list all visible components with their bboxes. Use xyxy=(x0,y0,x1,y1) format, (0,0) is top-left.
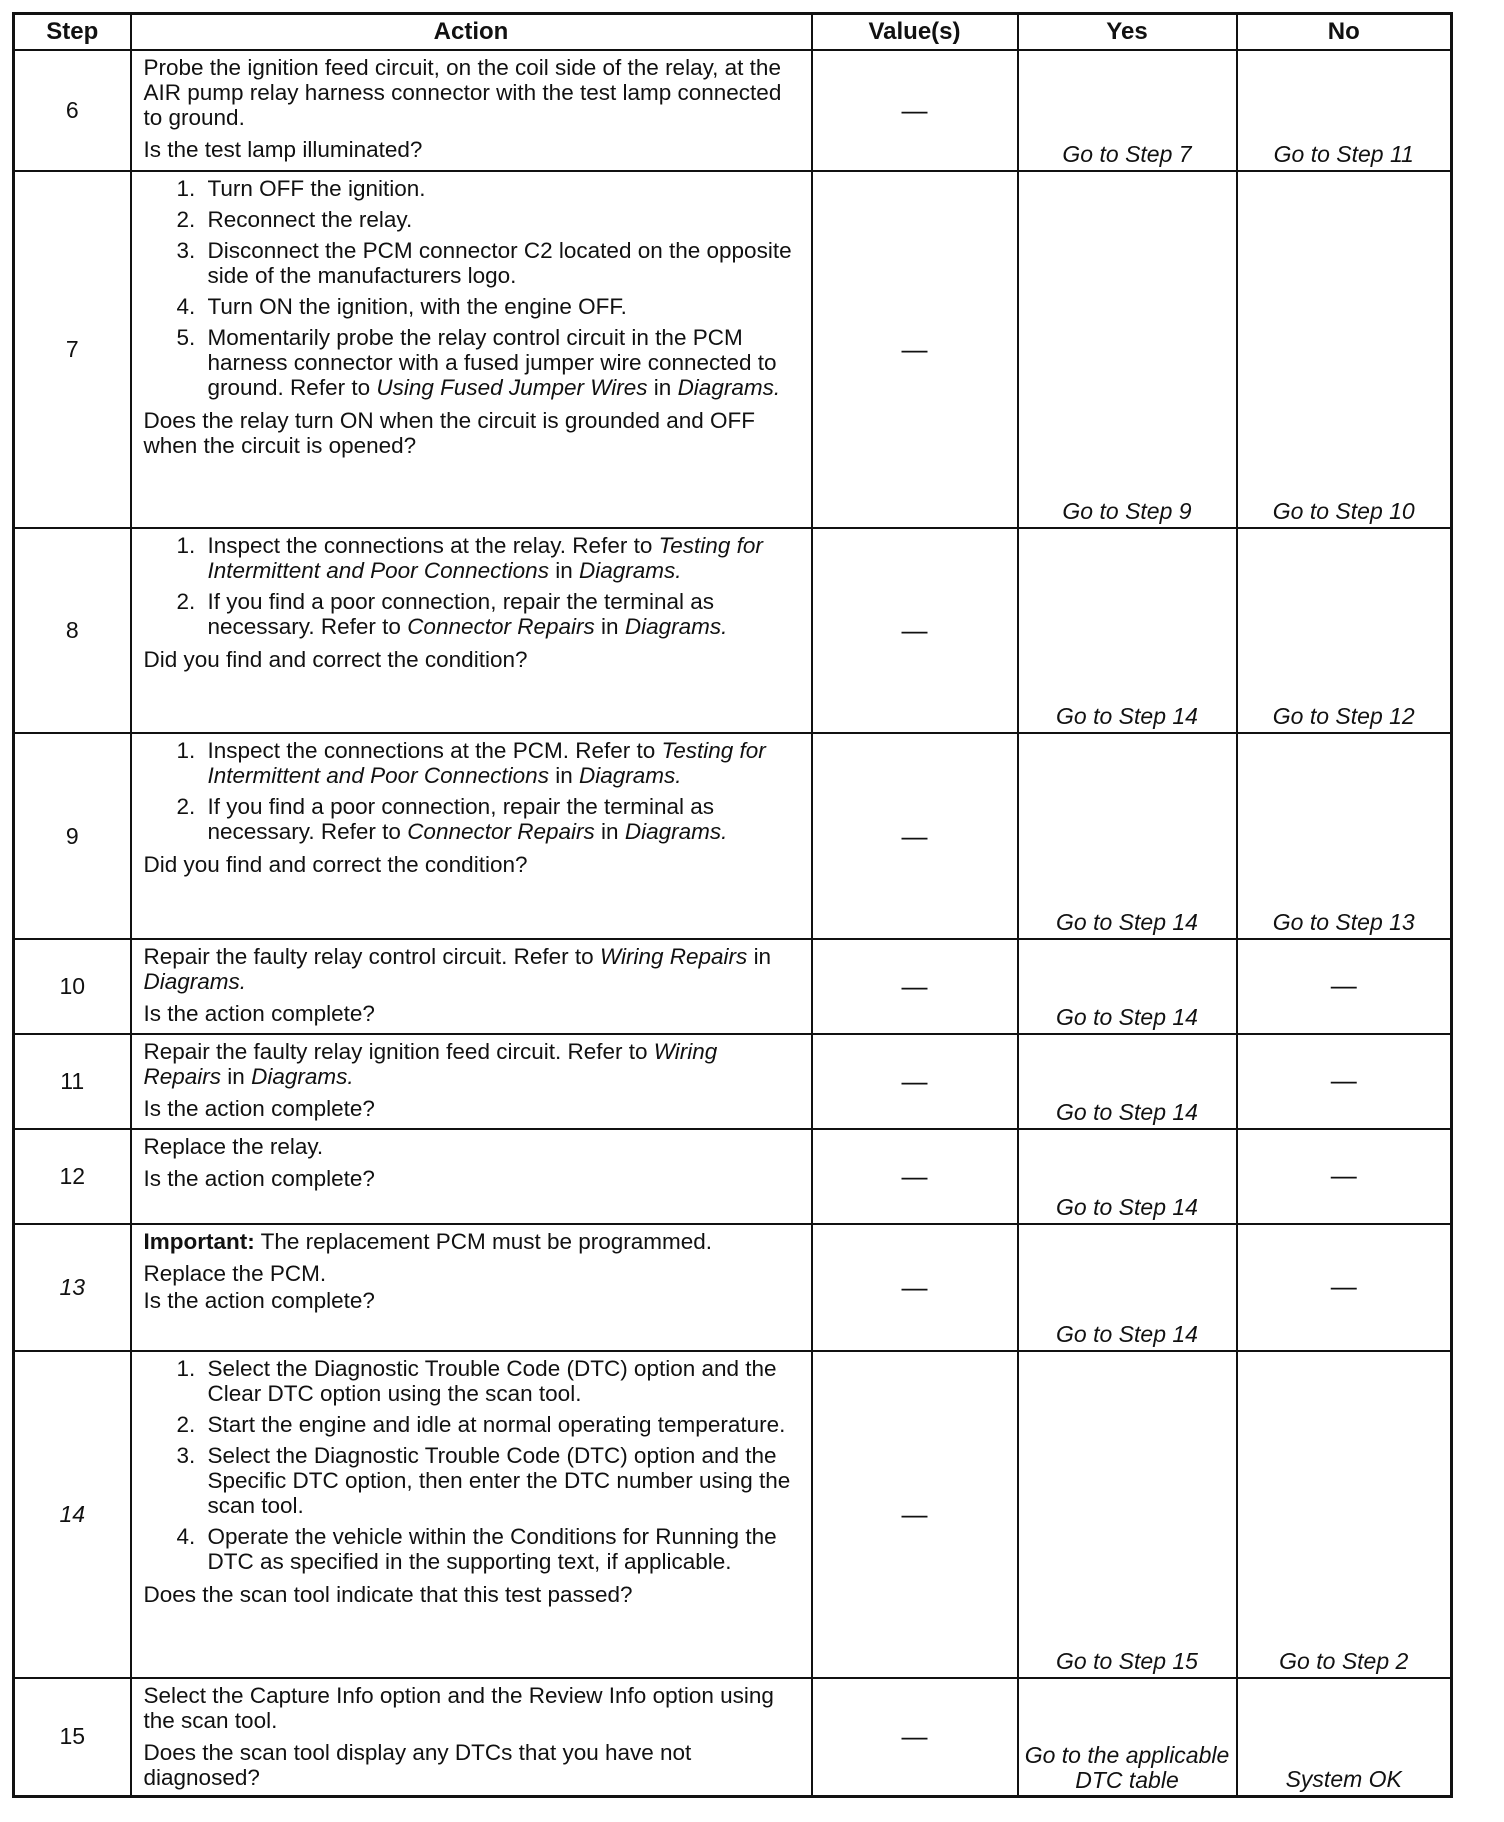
no-cell: — xyxy=(1237,1224,1452,1351)
step-number: 9 xyxy=(14,733,131,939)
action-question: Does the scan tool display any DTCs that you have not diagnosed? xyxy=(143,1740,692,1790)
reference-link: Diagrams. xyxy=(677,375,781,400)
reference-link: Diagrams. xyxy=(624,819,728,844)
reference-link: Diagrams. xyxy=(143,969,247,994)
table-row xyxy=(14,528,1452,733)
action-list-item: 4. Turn ON the ignition, with the engine OFF. xyxy=(202,294,801,319)
action-list-item xyxy=(202,794,801,844)
action-cell xyxy=(131,1034,812,1129)
yes-cell: Go to Step 7 xyxy=(1018,50,1237,171)
header-action: Action xyxy=(131,14,812,51)
step-number: 7 xyxy=(14,171,131,528)
table-row xyxy=(14,1034,1452,1129)
action-question: Is the action complete? xyxy=(143,1001,375,1026)
yes-cell: Go to Step 15 xyxy=(1018,1351,1237,1678)
action-question: Is the action complete? xyxy=(143,1288,375,1313)
reference-link: Diagrams. xyxy=(579,763,682,788)
no-cell: Go to Step 2 xyxy=(1237,1351,1452,1678)
table-row xyxy=(14,939,1452,1034)
table-row xyxy=(14,1678,1452,1796)
value-cell: — xyxy=(812,733,1018,939)
action-list xyxy=(144,738,801,844)
value-cell: — xyxy=(812,171,1018,528)
no-cell: Go to Step 10 xyxy=(1237,171,1452,528)
item-text: Repair the faulty relay ignition feed circuit. Refer to xyxy=(143,1039,648,1064)
item-text: Momentarily probe the relay control circuit in the PCM harness connector with a fused jumper wire connected to ground. Refer to xyxy=(207,325,777,400)
yes-cell: Go to Step 14 xyxy=(1018,528,1237,733)
action-question: Did you find and correct the condition? xyxy=(143,852,528,877)
reference-link: Using Fused Jumper Wires xyxy=(376,375,648,400)
action-list-item: 3. Select the Diagnostic Trouble Code (DTC) option and the Specific DTC option, then enter the DTC number using the scan tool. xyxy=(202,1443,801,1518)
action-list-item: 3. Disconnect the PCM connector C2 located on the opposite side of the manufacturers logo. xyxy=(202,238,801,288)
yes-cell: Go to Step 9 xyxy=(1018,171,1237,528)
value-cell: — xyxy=(812,1034,1018,1129)
important-text: The replacement PCM must be programmed. xyxy=(260,1229,713,1254)
value-cell: — xyxy=(812,1224,1018,1351)
reference-link: Testing for Intermittent and Poor Connections xyxy=(207,533,763,583)
item-text: in xyxy=(753,944,772,969)
action-question: Is the test lamp illuminated? xyxy=(143,137,423,162)
action-list xyxy=(144,533,801,639)
value-cell: — xyxy=(812,1129,1018,1224)
table-row xyxy=(14,171,1452,528)
yes-cell: Go to the applicable DTC table xyxy=(1018,1678,1237,1796)
action-question: Does the relay turn ON when the circuit is grounded and OFF when the circuit is opened? xyxy=(143,408,756,458)
table-row xyxy=(14,733,1452,939)
header-value: Value(s) xyxy=(812,14,1018,51)
yes-cell: Go to Step 14 xyxy=(1018,733,1237,939)
item-text: in xyxy=(555,558,573,583)
item-text: Inspect the connections at the relay. Refer to xyxy=(207,533,653,558)
yes-cell: Go to Step 14 xyxy=(1018,939,1237,1034)
action-cell xyxy=(131,1351,812,1678)
step-number: 14 xyxy=(14,1351,131,1678)
no-cell: — xyxy=(1237,1034,1452,1129)
action-list-item: 1. Turn OFF the ignition. xyxy=(202,176,801,201)
value-cell: — xyxy=(812,528,1018,733)
action-text: Select the Capture Info option and the Review Info option using the scan tool. xyxy=(143,1683,774,1733)
action-cell xyxy=(131,1129,812,1224)
action-cell xyxy=(131,528,812,733)
action-cell xyxy=(131,1678,812,1796)
yes-cell: Go to Step 14 xyxy=(1018,1224,1237,1351)
action-list xyxy=(144,176,801,400)
step-number: 15 xyxy=(14,1678,131,1796)
reference-link: Diagrams. xyxy=(579,558,682,583)
reference-link: Connector Repairs xyxy=(407,614,595,639)
action-text xyxy=(144,1039,801,1089)
item-text: in xyxy=(227,1064,245,1089)
table-row xyxy=(14,50,1452,171)
header-row xyxy=(14,14,1452,51)
reference-link: Wiring Repairs xyxy=(143,1039,718,1089)
reference-link: Diagrams. xyxy=(624,614,728,639)
step-number: 10 xyxy=(14,939,131,1034)
header-step: Step xyxy=(14,14,131,51)
no-cell: System OK xyxy=(1237,1678,1452,1796)
item-text: Inspect the connections at the PCM. Refer to xyxy=(207,738,656,763)
action-question: Did you find and correct the condition? xyxy=(143,647,528,672)
action-question: Does the scan tool indicate that this test passed? xyxy=(143,1582,633,1607)
item-text: If you find a poor connection, repair the terminal as necessary. Refer to xyxy=(207,589,715,639)
value-cell: — xyxy=(812,939,1018,1034)
step-number: 13 xyxy=(14,1224,131,1351)
no-cell: Go to Step 13 xyxy=(1237,733,1452,939)
value-cell: — xyxy=(812,50,1018,171)
step-number: 12 xyxy=(14,1129,131,1224)
diagnostic-table xyxy=(12,12,1453,1798)
action-cell xyxy=(131,1224,812,1351)
no-cell: Go to Step 12 xyxy=(1237,528,1452,733)
important-label: Important: xyxy=(143,1229,255,1254)
action-list-item xyxy=(202,533,801,583)
yes-cell: Go to Step 14 xyxy=(1018,1129,1237,1224)
action-text: Replace the relay. xyxy=(143,1134,324,1159)
item-text: in xyxy=(601,614,619,639)
table-row xyxy=(14,1129,1452,1224)
item-text: Repair the faulty relay control circuit. Refer to xyxy=(143,944,594,969)
item-text: in xyxy=(555,763,573,788)
action-list-item xyxy=(202,325,801,400)
action-cell xyxy=(131,733,812,939)
no-cell: — xyxy=(1237,939,1452,1034)
action-list xyxy=(144,1356,801,1574)
action-text xyxy=(144,944,801,994)
reference-link: Wiring Repairs xyxy=(599,944,748,969)
no-cell: Go to Step 11 xyxy=(1237,50,1452,171)
item-text: in xyxy=(653,375,672,400)
action-list-item: 2. Reconnect the relay. xyxy=(202,207,801,232)
yes-cell: Go to Step 14 xyxy=(1018,1034,1237,1129)
header-no: No xyxy=(1237,14,1452,51)
action-text: Replace the PCM. xyxy=(143,1261,327,1286)
step-number: 6 xyxy=(14,50,131,171)
reference-link: Testing for Intermittent and Poor Connections xyxy=(207,738,766,788)
table-row xyxy=(14,1224,1452,1351)
item-text: If you find a poor connection, repair the terminal as necessary. Refer to xyxy=(207,794,715,844)
action-list-item: 1. Select the Diagnostic Trouble Code (DTC) option and the Clear DTC option using the scan tool. xyxy=(202,1356,801,1406)
action-cell xyxy=(131,171,812,528)
action-list-item: 4. Operate the vehicle within the Conditions for Running the DTC as specified in the supporting text, if applicable. xyxy=(202,1524,801,1574)
diagnostic-table-page xyxy=(2,0,1500,1822)
value-cell: — xyxy=(812,1351,1018,1678)
value-cell: — xyxy=(812,1678,1018,1796)
action-question: Is the action complete? xyxy=(143,1096,375,1121)
action-list-item xyxy=(202,738,801,788)
action-list-item: 2. Start the engine and idle at normal operating temperature. xyxy=(202,1412,801,1437)
action-cell xyxy=(131,50,812,171)
important-note xyxy=(144,1229,801,1254)
action-list-item xyxy=(202,589,801,639)
reference-link: Connector Repairs xyxy=(407,819,595,844)
no-cell: — xyxy=(1237,1129,1452,1224)
item-text: in xyxy=(601,819,619,844)
step-number: 8 xyxy=(14,528,131,733)
header-yes: Yes xyxy=(1018,14,1237,51)
table-row xyxy=(14,1351,1452,1678)
reference-link: Diagrams. xyxy=(251,1064,354,1089)
action-cell xyxy=(131,939,812,1034)
action-question: Is the action complete? xyxy=(143,1166,375,1191)
step-number: 11 xyxy=(14,1034,131,1129)
action-text: Probe the ignition feed circuit, on the coil side of the relay, at the AIR pump relay harness connector with the test lamp connected to ground. xyxy=(143,55,782,130)
